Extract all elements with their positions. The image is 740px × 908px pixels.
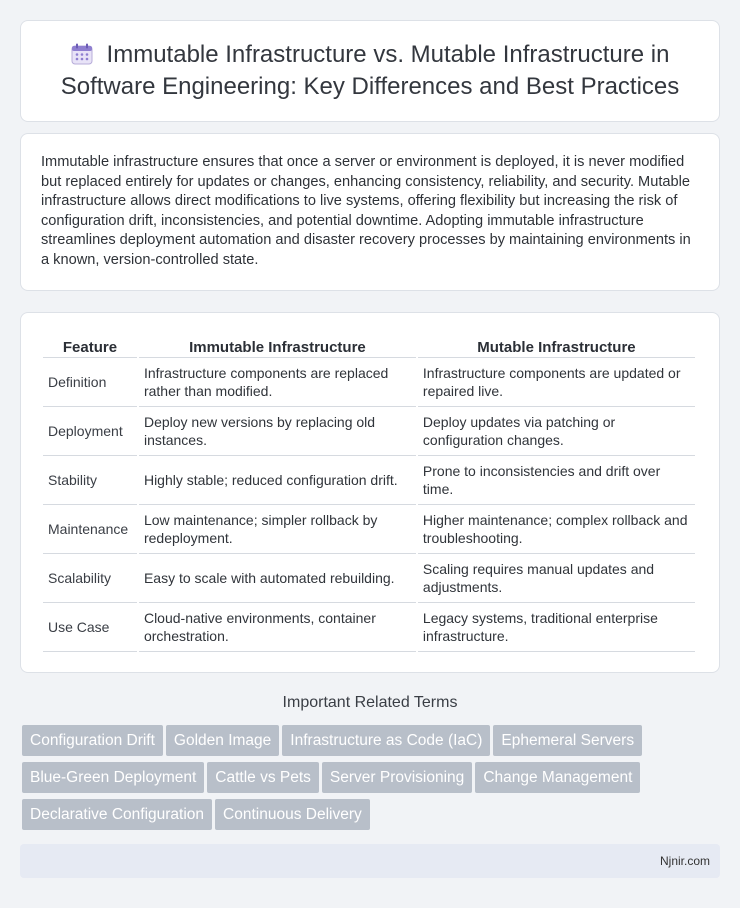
row-immutable: Cloud-native environments, container orchestration. bbox=[139, 603, 416, 652]
table-header-row bbox=[43, 331, 695, 358]
related-term-tag[interactable]: Ephemeral Servers bbox=[493, 725, 642, 756]
intro-paragraph: Immutable infrastructure ensures that once a server or environment is deployed, it is never modified but replaced entirely for updates or changes, enhancing consistency, reliability, and security. Mutable infrastructure allows direct modifications to live systems, offering flexibility but increasing the risk of configuration drift, inconsistencies, and potential downtime. Adopting immutable infrastructure streamlines deployment automation and disaster recovery processes by maintaining environments in a known, version-controlled state. bbox=[41, 154, 691, 268]
table-row bbox=[43, 456, 695, 505]
row-mutable: Scaling requires manual updates and adjustments. bbox=[418, 554, 695, 603]
row-immutable: Highly stable; reduced configuration drift. bbox=[139, 456, 416, 505]
footer-brand[interactable]: Njnir.com bbox=[659, 854, 710, 868]
header-feature: Feature bbox=[43, 331, 137, 358]
related-term-tag[interactable]: Cattle vs Pets bbox=[207, 762, 319, 793]
related-terms-list bbox=[22, 725, 722, 836]
row-mutable: Deploy updates via patching or configuration changes. bbox=[418, 407, 695, 456]
title-card bbox=[20, 20, 720, 122]
intro-card bbox=[20, 133, 720, 291]
related-terms-title: Important Related Terms bbox=[282, 694, 458, 711]
table-row bbox=[43, 554, 695, 603]
row-feature: Maintenance bbox=[43, 505, 137, 554]
row-feature: Use Case bbox=[43, 603, 137, 652]
table-row bbox=[43, 505, 695, 554]
related-term-tag[interactable]: Server Provisioning bbox=[322, 762, 472, 793]
row-feature: Deployment bbox=[43, 407, 137, 456]
related-term-tag[interactable]: Change Management bbox=[475, 762, 640, 793]
row-mutable: Higher maintenance; complex rollback and troubleshooting. bbox=[418, 505, 695, 554]
row-immutable: Low maintenance; simpler rollback by redeployment. bbox=[139, 505, 416, 554]
header-immutable: Immutable Infrastructure bbox=[139, 331, 416, 358]
related-term-tag[interactable]: Continuous Delivery bbox=[215, 799, 370, 830]
row-mutable: Prone to inconsistencies and drift over time. bbox=[418, 456, 695, 505]
related-term-tag[interactable]: Blue-Green Deployment bbox=[22, 762, 204, 793]
related-term-tag[interactable]: Configuration Drift bbox=[22, 725, 163, 756]
row-mutable: Legacy systems, traditional enterprise infrastructure. bbox=[418, 603, 695, 652]
table-row bbox=[43, 603, 695, 652]
related-term-tag[interactable]: Infrastructure as Code (IaC) bbox=[282, 725, 490, 756]
calendar-icon bbox=[71, 43, 93, 65]
row-immutable: Infrastructure components are replaced rather than modified. bbox=[139, 358, 416, 407]
row-immutable: Deploy new versions by replacing old instances. bbox=[139, 407, 416, 456]
table-row bbox=[43, 358, 695, 407]
comparison-table bbox=[41, 331, 697, 652]
header-mutable: Mutable Infrastructure bbox=[418, 331, 695, 358]
row-mutable: Infrastructure components are updated or repaired live. bbox=[418, 358, 695, 407]
related-term-tag[interactable]: Declarative Configuration bbox=[22, 799, 212, 830]
row-feature: Stability bbox=[43, 456, 137, 505]
comparison-card bbox=[20, 312, 720, 673]
page-title-text: Immutable Infrastructure vs. Mutable Infrastructure in Software Engineering: Key Differences and Best Practices bbox=[60, 41, 680, 100]
table-row bbox=[43, 407, 695, 456]
footer bbox=[20, 844, 720, 878]
row-immutable: Easy to scale with automated rebuilding. bbox=[139, 554, 416, 603]
row-feature: Definition bbox=[43, 358, 137, 407]
row-feature: Scalability bbox=[43, 554, 137, 603]
related-term-tag[interactable]: Golden Image bbox=[166, 725, 279, 756]
page-title bbox=[45, 39, 695, 103]
